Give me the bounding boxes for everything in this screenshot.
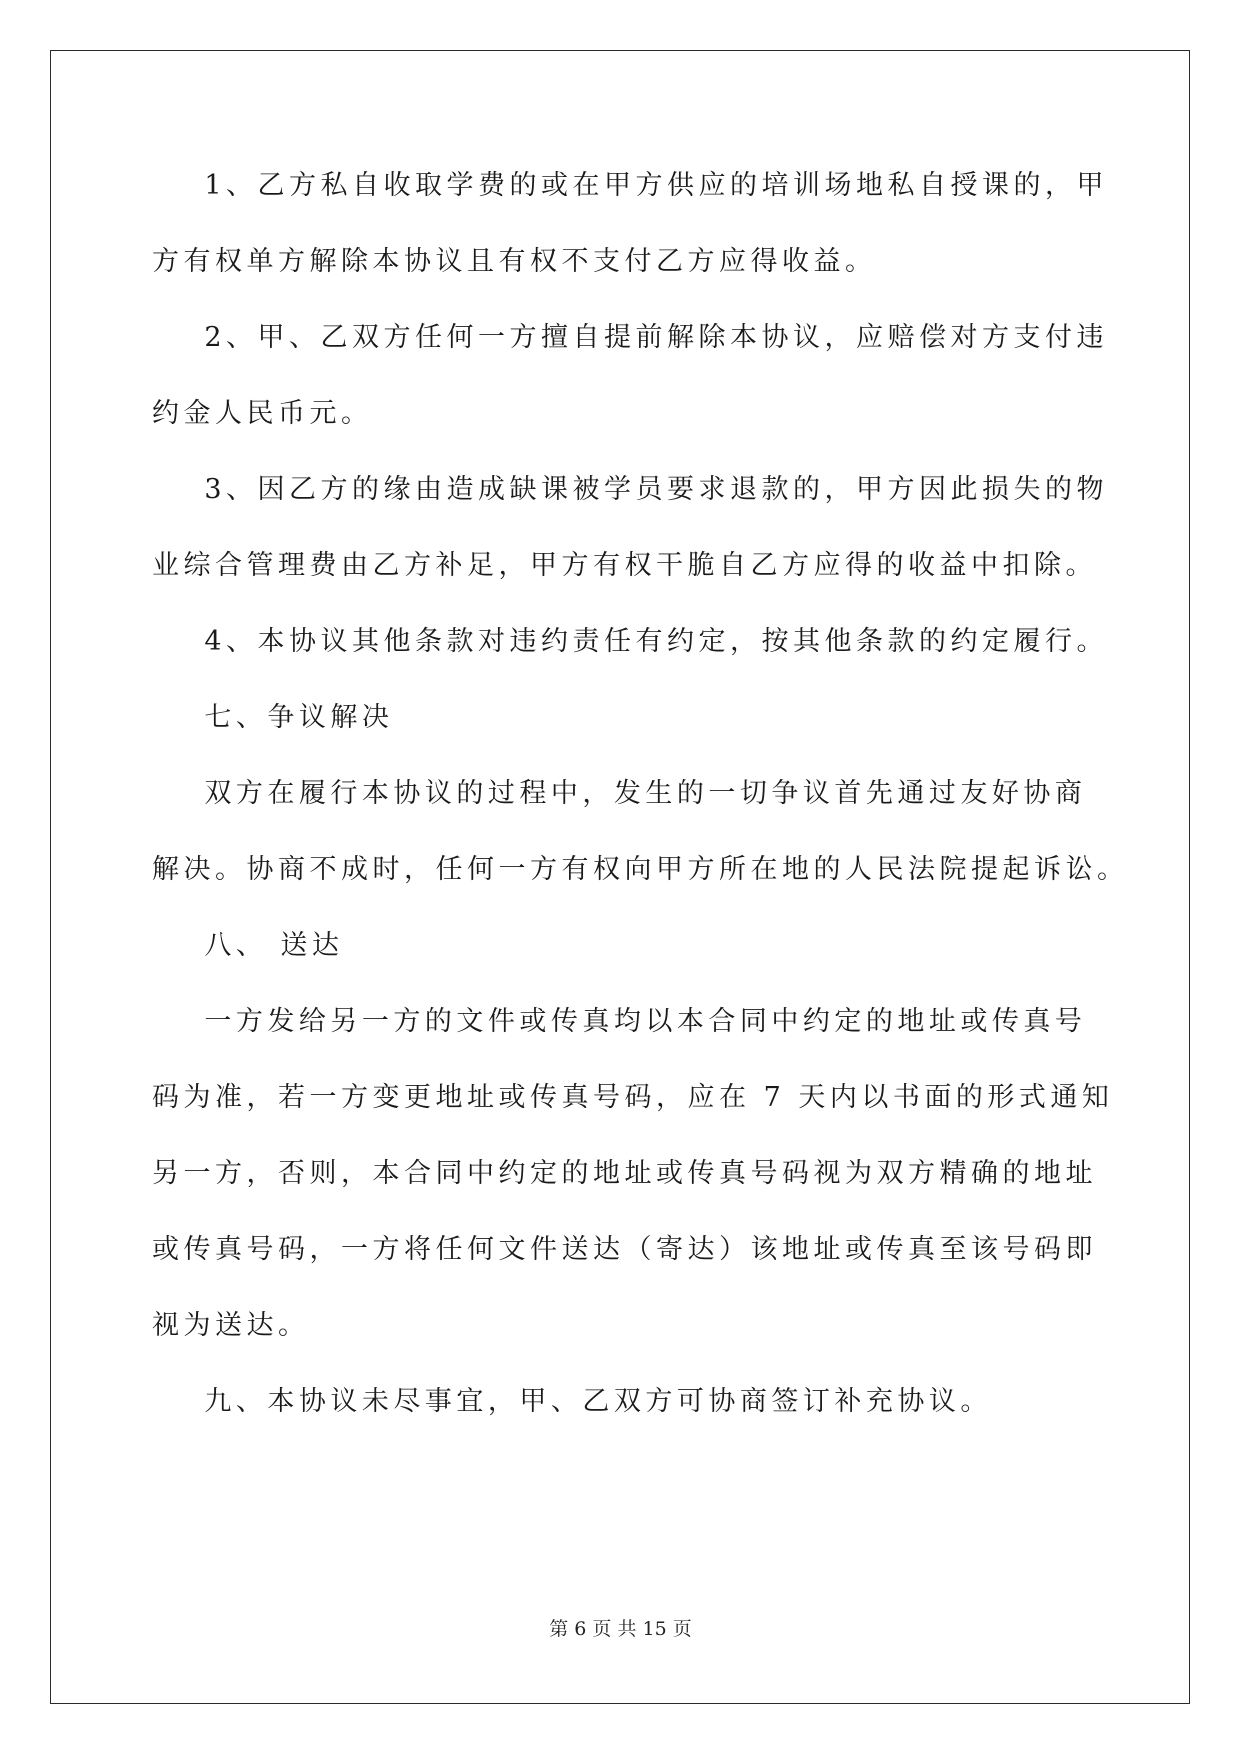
dispute-line-1: 双方在履行本协议的过程中，发生的一切争议首先通过友好协商 bbox=[152, 778, 1087, 809]
page-number: 第 6 页 共 15 页 bbox=[549, 1618, 692, 1640]
clause-4-line-1: 4、本协议其他条款对违约责任有约定，按其他条款的约定履行。 bbox=[152, 626, 1109, 657]
delivery-line-5: 视为送达。 bbox=[152, 1310, 310, 1341]
dispute-line-2: 解决。协商不成时，任何一方有权向甲方所在地的人民法院提起诉讼。 bbox=[152, 854, 1129, 885]
section-8-heading: 八、 送达 bbox=[152, 930, 344, 961]
clause-1-line-2: 方有权单方解除本协议且有权不支付乙方应得收益。 bbox=[152, 246, 877, 277]
delivery-line-3: 另一方，否则，本合同中约定的地址或传真号码视为双方精确的地址 bbox=[152, 1158, 1097, 1189]
delivery-line-2: 码为准，若一方变更地址或传真号码，应在 7 天内以书面的形式通知 bbox=[152, 1082, 1114, 1113]
section-9-line: 九、本协议未尽事宜，甲、乙双方可协商签订补充协议。 bbox=[152, 1386, 992, 1417]
clause-2-line-2: 约金人民币元。 bbox=[152, 398, 373, 429]
clause-1-line-1: 1、乙方私自收取学费的或在甲方供应的培训场地私自授课的，甲 bbox=[152, 170, 1109, 201]
delivery-line-1: 一方发给另一方的文件或传真均以本合同中约定的地址或传真号 bbox=[152, 1006, 1087, 1037]
clause-3-line-2: 业综合管理费由乙方补足，甲方有权干脆自乙方应得的收益中扣除。 bbox=[152, 550, 1097, 581]
clause-2-line-1: 2、甲、乙双方任何一方擅自提前解除本协议，应赔偿对方支付违 bbox=[152, 322, 1109, 353]
delivery-line-4: 或传真号码，一方将任何文件送达（寄达）该地址或传真至该号码即 bbox=[152, 1234, 1097, 1265]
section-7-heading: 七、争议解决 bbox=[152, 702, 394, 733]
clause-3-line-1: 3、因乙方的缘由造成缺课被学员要求退款的，甲方因此损失的物 bbox=[152, 474, 1109, 505]
